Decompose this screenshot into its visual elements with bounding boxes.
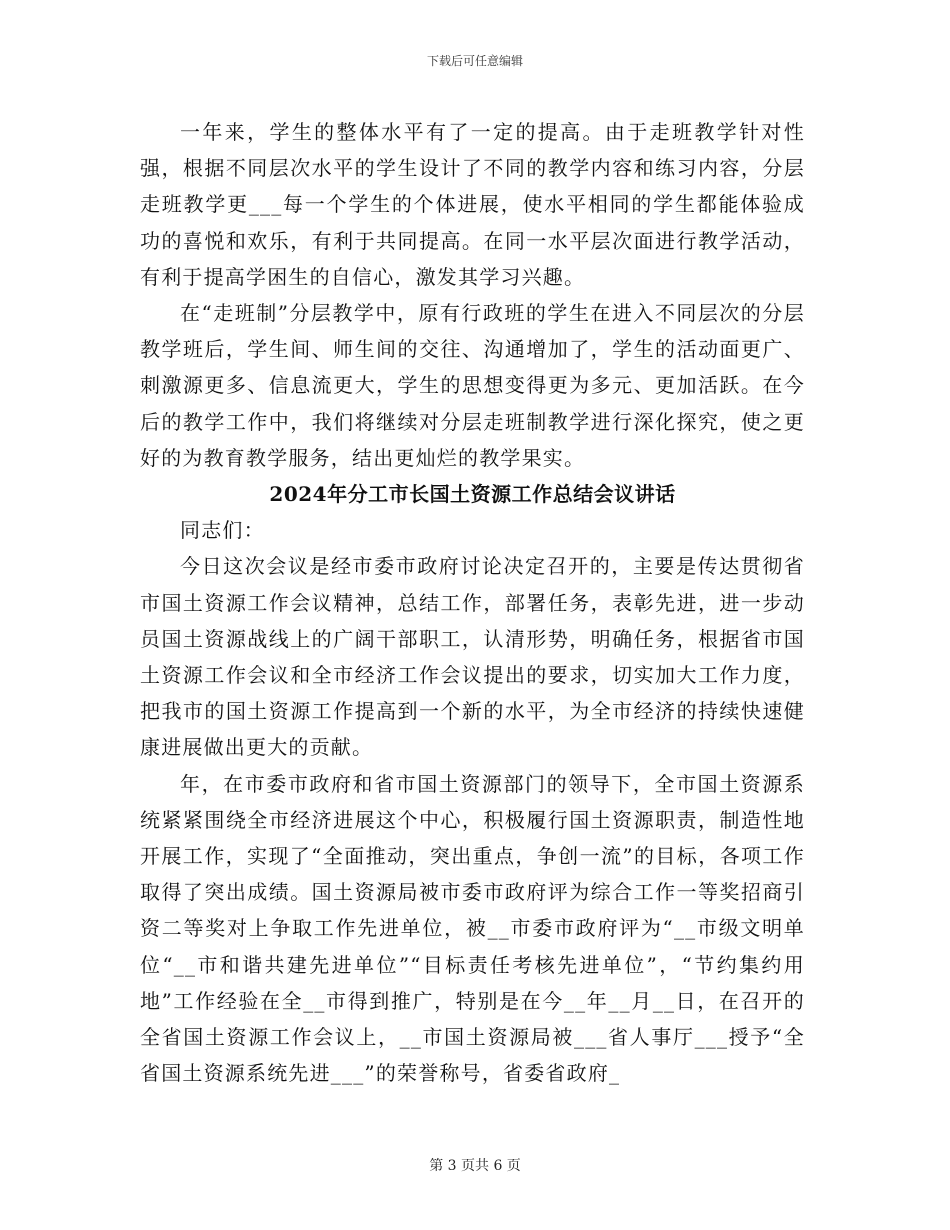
paragraph-progress: 一年来，学生的整体水平有了一定的提高。由于走班教学针对性强，根据不同层次水平的学生设计了不同的教学内容和练习内容，分层走班教学更___每一个学生的个体进展，使水平相同的学生都能体验成功的喜悦和欢乐，有利于共同提高。在同一水平层次面进行教学活动，有利于提高学困生的自信心，激发其学习兴趣。 <box>140 120 805 289</box>
page-footer: 第 3 页共 6 页 <box>429 1158 521 1174</box>
section-title: 2024年分工市长国土资源工作总结会议讲话 <box>269 482 676 507</box>
paragraph-achievements: 年，在市委市政府和省市国土资源部门的领导下，全市国土资源系统紧紧围绕全市经济进展这个中心，积极履行国土资源职责，制造性地开展工作，实现了“全面推动，突出重点，争创一流”的目标，各项工作取得了突出成绩。国土资源局被市委市政府评为综合工作一等奖招商引资二等奖对上争取工作先进单位，被__市委市政府评为“__市级文明单位“__市和谐共建先进单位”“目标责任考核先进单位”，“节约集约用地”工作经验在全__市得到推广，特别是在今__年__月__日，在召开的全省国土资源工作会议上，__市国土资源局被___省人事厅___授予“全省国土资源系统先进___”的荣誉称号，省委省政府_ <box>140 771 805 1086</box>
page-header: 下载后可任意编辑 <box>426 54 523 68</box>
salutation: 同志们： <box>180 518 265 543</box>
paragraph-meeting-purpose: 今日这次会议是经市委市政府讨论决定召开的，主要是传达贯彻省市国土资源工作会议精神，总结工作，部署任务，表彰先进，进一步动员国土资源战线上的广阔干部职工，认清形势，明确任务，根据省市国土资源工作会议和全市经济工作会议提出的要求，切实加大工作力度，把我市的国土资源工作提高到一个新的水平，为全市经济的持续快速健康进展做出更大的贡献。 <box>140 554 805 760</box>
paragraph-layered-teaching: 在“走班制”分层教学中，原有行政班的学生在进入不同层次的分层教学班后，学生间、师生间的交往、沟通增加了，学生的活动面更广、刺激源更多、信息流更大，学生的思想变得更为多元、更加活跃。在今后的教学工作中，我们将继续对分层走班制教学进行深化探究，使之更好的为教育教学服务，结出更灿烂的教学果实。 <box>140 301 805 470</box>
document-body <box>140 114 805 1091</box>
